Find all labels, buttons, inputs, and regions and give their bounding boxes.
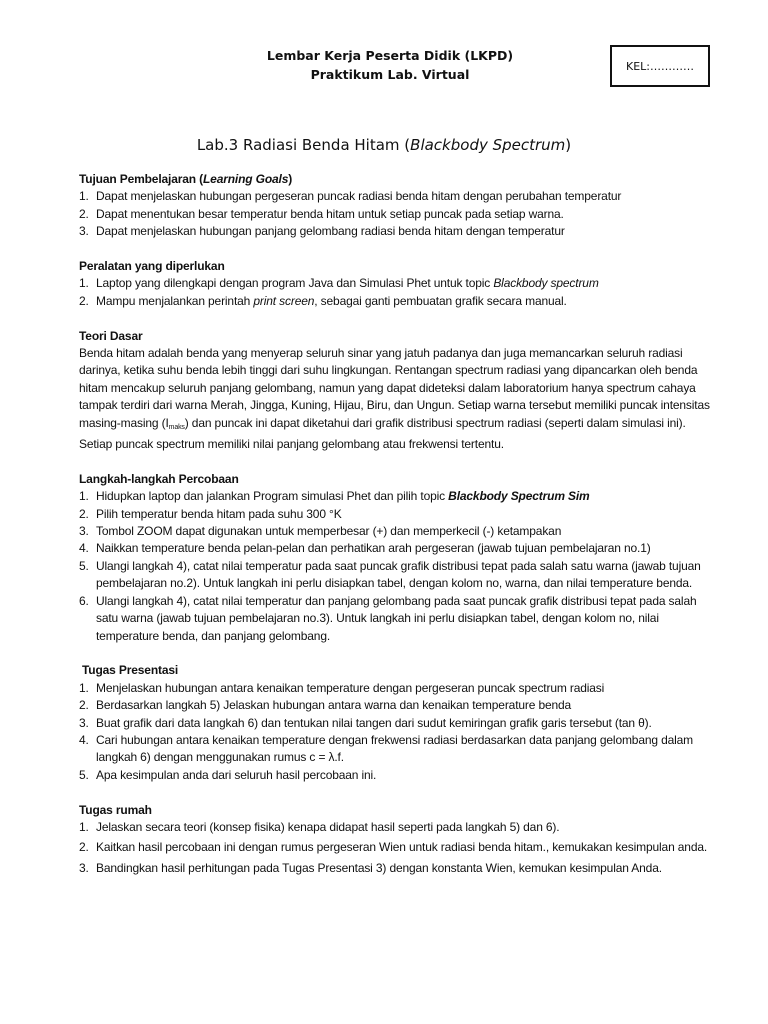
header-subtitle: Praktikum Lab. Virtual [310,67,470,82]
section-learning-goals [79,171,719,241]
section-homework [79,802,719,878]
section-heading: Tujuan Pembelajaran (Learning Goals) [79,172,293,186]
section-presentation [79,662,719,784]
lab-title-suffix: ) [565,136,572,154]
document-body [79,171,719,895]
lab-title-prefix: Lab.3 Radiasi Benda Hitam ( [196,136,411,154]
list-item: 3. Tombol ZOOM dapat digunakan untuk memperbesar (+) dan memperkecil (-) ketampakan [79,524,562,539]
list-item: 3. Dapat menjelaskan hubungan panjang gelombang radiasi benda hitam dengan temperatur [79,224,565,239]
presentation-list [79,680,719,784]
steps-list [79,488,719,645]
list-item: 1. Jelaskan secara teori (konsep fisika) kenapa didapat hasil seperti pada langkah 5) dan 6). [79,819,560,834]
list-item: 3. Bandingkan hasil perhitungan pada Tugas Presentasi 3) dengan konstanta Wien, kemukan kesimpulan Anda. [79,860,662,875]
list-item: 5. Ulangi langkah 4), catat nilai temperatur pada saat puncak grafik distribusi tepat pada salah satu warna (jawab tujuan pembelajaran no.2). Untuk langkah ini perlu disiapkan tabel, dengan kolom no, warna, dan nilai temperature benda. [79,558,701,591]
equipment-list [79,275,719,310]
list-item: 1. Hidupkan laptop dan jalankan Program simulasi Phet dan pilih topic Blackbody Spectrum Sim [79,489,590,504]
list-item: 2. Dapat menentukan besar temperatur benda hitam untuk setiap puncak pada setiap warna. [79,206,564,221]
list-item: 2. Mampu menjalankan perintah print screen, sebagai ganti pembuatan grafik secara manual. [79,293,567,308]
document-header [200,46,580,84]
theory-paragraph: Benda hitam adalah benda yang menyerap seluruh sinar yang jatuh padanya dan juga memancarkan seluruh radiasi darinya, ketika suhu benda lebih tinggi dari suhu lingkungan. Rentangan spectrum radiasi yang dipancarkan oleh benda hitam mencakup seluruh panjang gelombang, namun yang dapat dideteksi dalam laboratorium hanya spectrum cahaya tampak terdiri dari warna Merah, Jingga, Kuning, Hijau, Biru, dan Ungun. Setiap warna tersebut memiliki puncak intensitas masing-masing $(I_{maks})$ dan puncak ini dapat diketahui dari grafik distribusi spectrum radiasi (seperti dalam simulasi ini). Setiap puncak spectrum memiliki nilai panjang gelombang atau frekwensi tertentu. [79,346,710,452]
group-field-label: KEL:………… [626,59,694,73]
list-item: 1. Laptop yang dilengkapi dengan program Java dan Simulasi Phet untuk topic Blackbody spectrum [79,276,599,291]
section-heading: Teori Dasar [79,328,143,343]
section-heading: Langkah-langkah Percobaan [79,471,239,486]
section-theory [79,328,719,454]
group-field-box [610,45,710,87]
list-item: 4. Cari hubungan antara kenaikan temperature dengan frekwensi radiasi berdasarkan data panjang gelombang dalam langkah 6) dengan menggunakan rumus c = λ.f. [79,732,694,765]
goals-list [79,188,719,240]
list-item: 5. Apa kesimpulan anda dari seluruh hasil percobaan ini. [79,767,377,782]
lab-title [0,135,768,155]
lab-title-italic: Blackbody Spectrum [410,136,566,154]
section-heading: Peralatan yang diperlukan [79,259,225,274]
list-item: 4. Naikkan temperature benda pelan-pelan dan perhatikan arah pergeseran (jawab tujuan pembelajaran no.1) [79,541,651,556]
section-heading: Tugas Presentasi [82,663,179,678]
list-item: 3. Buat grafik dari data langkah 6) dan tentukan nilai tangen dari sudut kemiringan grafik garis tersebut (tan θ). [79,715,652,730]
list-item: 2. Berdasarkan langkah 5) Jelaskan hubungan antara warna dan kenaikan temperature benda [79,698,572,713]
header-title: Lembar Kerja Peserta Didik (LKPD) [266,48,514,63]
list-item: 2. Kaitkan hasil percobaan ini dengan rumus pergeseran Wien untuk radiasi benda hitam., kemukakan kesimpulan anda. [79,840,708,855]
list-item: 6. Ulangi langkah 4), catat nilai temperatur dan panjang gelombang pada saat puncak grafik distribusi tepat pada salah satu warna (jawab tujuan pembelajaran no.3). Untuk langkah ini perlu disiapkan tabel, dengan kolom no, nilai temperature benda, dan panjang gelombang. [79,593,697,643]
list-item: 2. Pilih temperatur benda hitam pada suhu 300 °K [79,506,342,521]
section-heading: Tugas rumah [79,802,152,817]
section-steps [79,471,719,645]
list-item: 1. Dapat menjelaskan hubungan pergeseran puncak radiasi benda hitam dengan perubahan temperatur [79,189,622,204]
homework-list [79,819,719,877]
list-item: 1. Menjelaskan hubungan antara kenaikan temperature dengan pergeseran puncak spectrum radiasi [79,680,605,695]
section-equipment [79,258,719,310]
